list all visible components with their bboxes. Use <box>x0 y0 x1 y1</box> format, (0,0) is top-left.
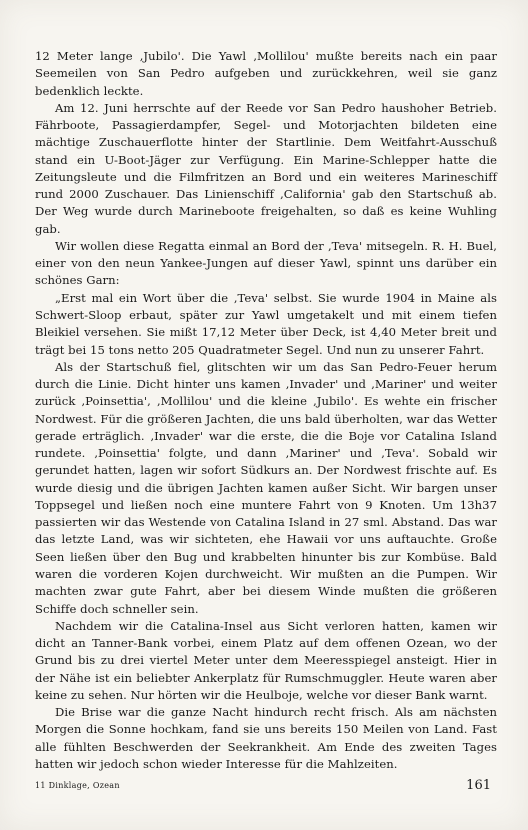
page-footer <box>35 778 493 794</box>
paragraph: Die Brise war die ganze Nacht hindurch recht frisch. Als am nächsten Morgen die Sonne hochkam, fand sie uns bereits 150 Meilen von Land. Fast alle fühlten Beschwerden der Seekrankheit. Am Ende des zweiten Tages hatten wir jedoch schon wieder Interesse für die Mahlzeiten. <box>35 705 497 771</box>
paragraph: Wir wollen diese Regatta einmal an Bord der ‚Teva' mitsegeln. R. H. Buel, einer von den neun Yankee-Jungen auf dieser Yawl, spinnt uns darüber ein schönes Garn: <box>35 238 497 288</box>
body-text <box>35 48 497 773</box>
paragraph: Nachdem wir die Catalina-Insel aus Sicht verloren hatten, kamen wir dicht an Tanner-Bank vorbei, einem Platz auf dem offenen Ozean, wo der Grund bis zu drei viertel Meter unter dem Meeresspiegel ansteigt. Hier in der Nähe ist ein beliebter Ankerplatz für Rumschmuggler. Heute waren aber keine zu sehen. Nur hörten wir die Heulboje, welche vor dieser Bank warnt. <box>35 618 497 702</box>
page-number: 161 <box>466 778 491 793</box>
paragraph: „Erst mal ein Wort über die ‚Teva' selbst. Sie wurde 1904 in Maine als Schwert-Sloop erbaut, später zur Yawl umgetakelt und mit einem tiefen Bleikiel versehen. Sie mißt 17,12 Meter über Deck, ist 4,40 Meter breit und trägt bei 15 tons netto 205 Quadratmeter Segel. Und nun zu unserer Fahrt. <box>35 290 497 357</box>
paragraph: 12 Meter lange ‚Jubilo'. Die Yawl ‚Mollilou' mußte bereits nach ein paar Seemeilen von San Pedro aufgeben und zurückkehren, weil sie ganz bedenklich leckte. <box>35 49 497 98</box>
signature-mark: 11 Dinklage, Ozean <box>35 781 120 790</box>
paragraph: Als der Startschuß fiel, glitschten wir um das San Pedro-Feuer herum durch die Linie. Dicht hinter uns kamen ‚Invader' und ‚Mariner' und weiter zurück ‚Poinsettia', ‚Mollilou' und die kleine ‚Jubilo'. Es wehte ein frischer Nordwest. Für die größeren Jachten, die uns bald überholten, war das Wetter gerade erträglich. ‚Invader' war die erste, die die Boje vor Catalina Island rundete. ‚Poinsettia' folgte, und dann ‚Mariner' und ‚Teva'. Sobald wir gerundet hatten, lagen wir sofort Südkurs an. Der Nordwest frischte auf. Es wurde diesig und die übrigen Jachten kamen außer Sicht. Wir bargen unser Toppsegel und ließen noch eine muntere Fahrt von 9 Knoten. Um 13h37 passierten wir das Westende von Catalina Island in 27 sml. Abstand. Das war das letzte Land, was wir sichteten, ehe Hawaii vor uns auftauchte. Große Seen ließen über den Bug und krabbelten hinunter bis zur Kombüse. Bald waren die vorderen Kojen durchweicht. Wir mußten an die Pumpen. Wir machten zwar gute Fahrt, aber bei diesem Winde mußten die größeren Schiffe doch schneller sein. <box>35 359 497 616</box>
paragraph: Am 12. Juni herrschte auf der Reede vor San Pedro haushoher Betrieb. Fährboote, Passagierdampfer, Segel- und Motorjachten bildeten eine mächtige Zuschauerflotte hinter der Startlinie. Dem Weitfahrt-Ausschuß stand ein U-Boot-Jäger zur Verfügung. Ein Marine-Schlepper hatte die Zeitungsleute und die Filmfritzen an Bord und ein weiteres Marineschiff rund 2000 Zuschauer. Das Linienschiff ‚California' gab den Startschuß ab. Der Weg wurde durch Marineboote freigehalten, so daß es keine Wuhling gab. <box>35 100 497 236</box>
